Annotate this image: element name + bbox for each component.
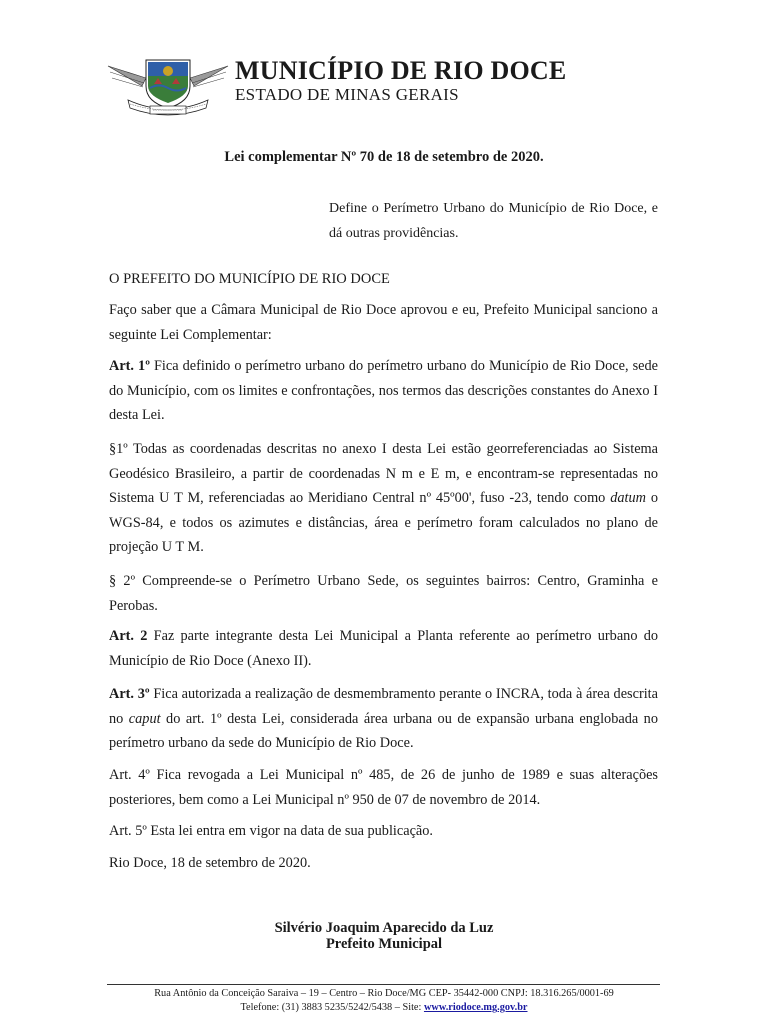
- website-link[interactable]: www.riodoce.mg.gov.br: [423, 1002, 528, 1013]
- datum-term: datum: [610, 490, 646, 506]
- article-4: Art. 4º Fica revogada a Lei Municipal nº 485, de 26 de junho de 1989 e suas alterações posteriores, bem como a Lei Municipal nº 950 de 07 de novembro de 2014.: [109, 767, 658, 808]
- intro-paragraph: Faço saber que a Câmara Municipal de Rio Doce aprovou e eu, Prefeito Municipal sanciono a seguinte Lei Complementar:: [109, 302, 658, 343]
- footer-divider: [107, 984, 660, 985]
- place-date: Rio Doce, 18 de setembro de 2020.: [109, 855, 311, 871]
- state-subtitle: ESTADO DE MINAS GERAIS: [235, 85, 459, 104]
- paragraph-1: [109, 437, 658, 560]
- paragraph-1-text-a: §1º Todas as coordenadas descritas no anexo I desta Lei estão georreferenciadas ao Sistema Geodésico Brasileiro, a partir de coordenadas N m e E m, e encontram-se representadas no Sistema U T M, referenciadas ao Meridiano Central nº 45º00', fuso -23, tendo como: [109, 441, 658, 506]
- article-2-label: Art. 2: [109, 628, 148, 644]
- article-1: [109, 354, 658, 428]
- article-2: [109, 624, 658, 673]
- article-2-text: Faz parte integrante desta Lei Municipal a Planta referente ao perímetro urbano do Município de Rio Doce (Anexo II).: [109, 628, 659, 669]
- article-3: [109, 682, 658, 756]
- law-title: Lei complementar Nº 70 de 18 de setembro de 2020.: [224, 149, 544, 165]
- municipal-coat-of-arms-icon: [106, 56, 230, 116]
- article-3-label: Art. 3º: [109, 686, 150, 702]
- article-3-text-b: do art. 1º desta Lei, considerada área urbana ou de expansão urbana englobada no perímetro urbano da sede do Município de Rio Doce.: [109, 710, 658, 751]
- footer-phone: Telefone: (31) 3883 5235/5242/5438 – Site:: [240, 1002, 424, 1013]
- article-5: Art. 5º Esta lei entra em vigor na data de sua publicação.: [109, 823, 434, 839]
- footer-address: Rua Antônio da Conceição Saraiva – 19 – Centro – Rio Doce/MG CEP- 35442-000 CNPJ: 18.316.265/0001-69: [154, 988, 614, 999]
- law-summary: Define o Perímetro Urbano do Município de Rio Doce, e dá outras providências.: [329, 201, 658, 241]
- signatory-role: Prefeito Municipal: [325, 936, 443, 952]
- caput-term: caput: [128, 710, 161, 727]
- paragraph-1-text-b: o WGS-84, e todos os azimutes e distâncias, área e perímetro foram calculados no plano de projeção U T M.: [109, 490, 658, 555]
- paragraph-2: § 2º Compreende-se o Perímetro Urbano Sede, os seguintes bairros: Centro, Graminha e Perobas.: [109, 573, 658, 614]
- article-1-text: Fica definido o perímetro urbano do perímetro urbano do Município de Rio Doce, sede do Município, com os limites e confrontações, nos termos das descrições constantes do Anexo I desta Lei.: [109, 358, 658, 423]
- article-3-text-a: Fica autorizada a realização de desmembramento perante o INCRA, toda à área descrita no: [109, 686, 658, 727]
- preamble: O PREFEITO DO MUNICÍPIO DE RIO DOCE: [109, 271, 390, 287]
- article-1-label: Art. 1º: [109, 358, 150, 374]
- signatory-name: Silvério Joaquim Aparecido da Luz: [274, 920, 494, 936]
- footer-contact: [0, 1001, 768, 1014]
- municipality-title: MUNICÍPIO DE RIO DOCE: [235, 56, 567, 85]
